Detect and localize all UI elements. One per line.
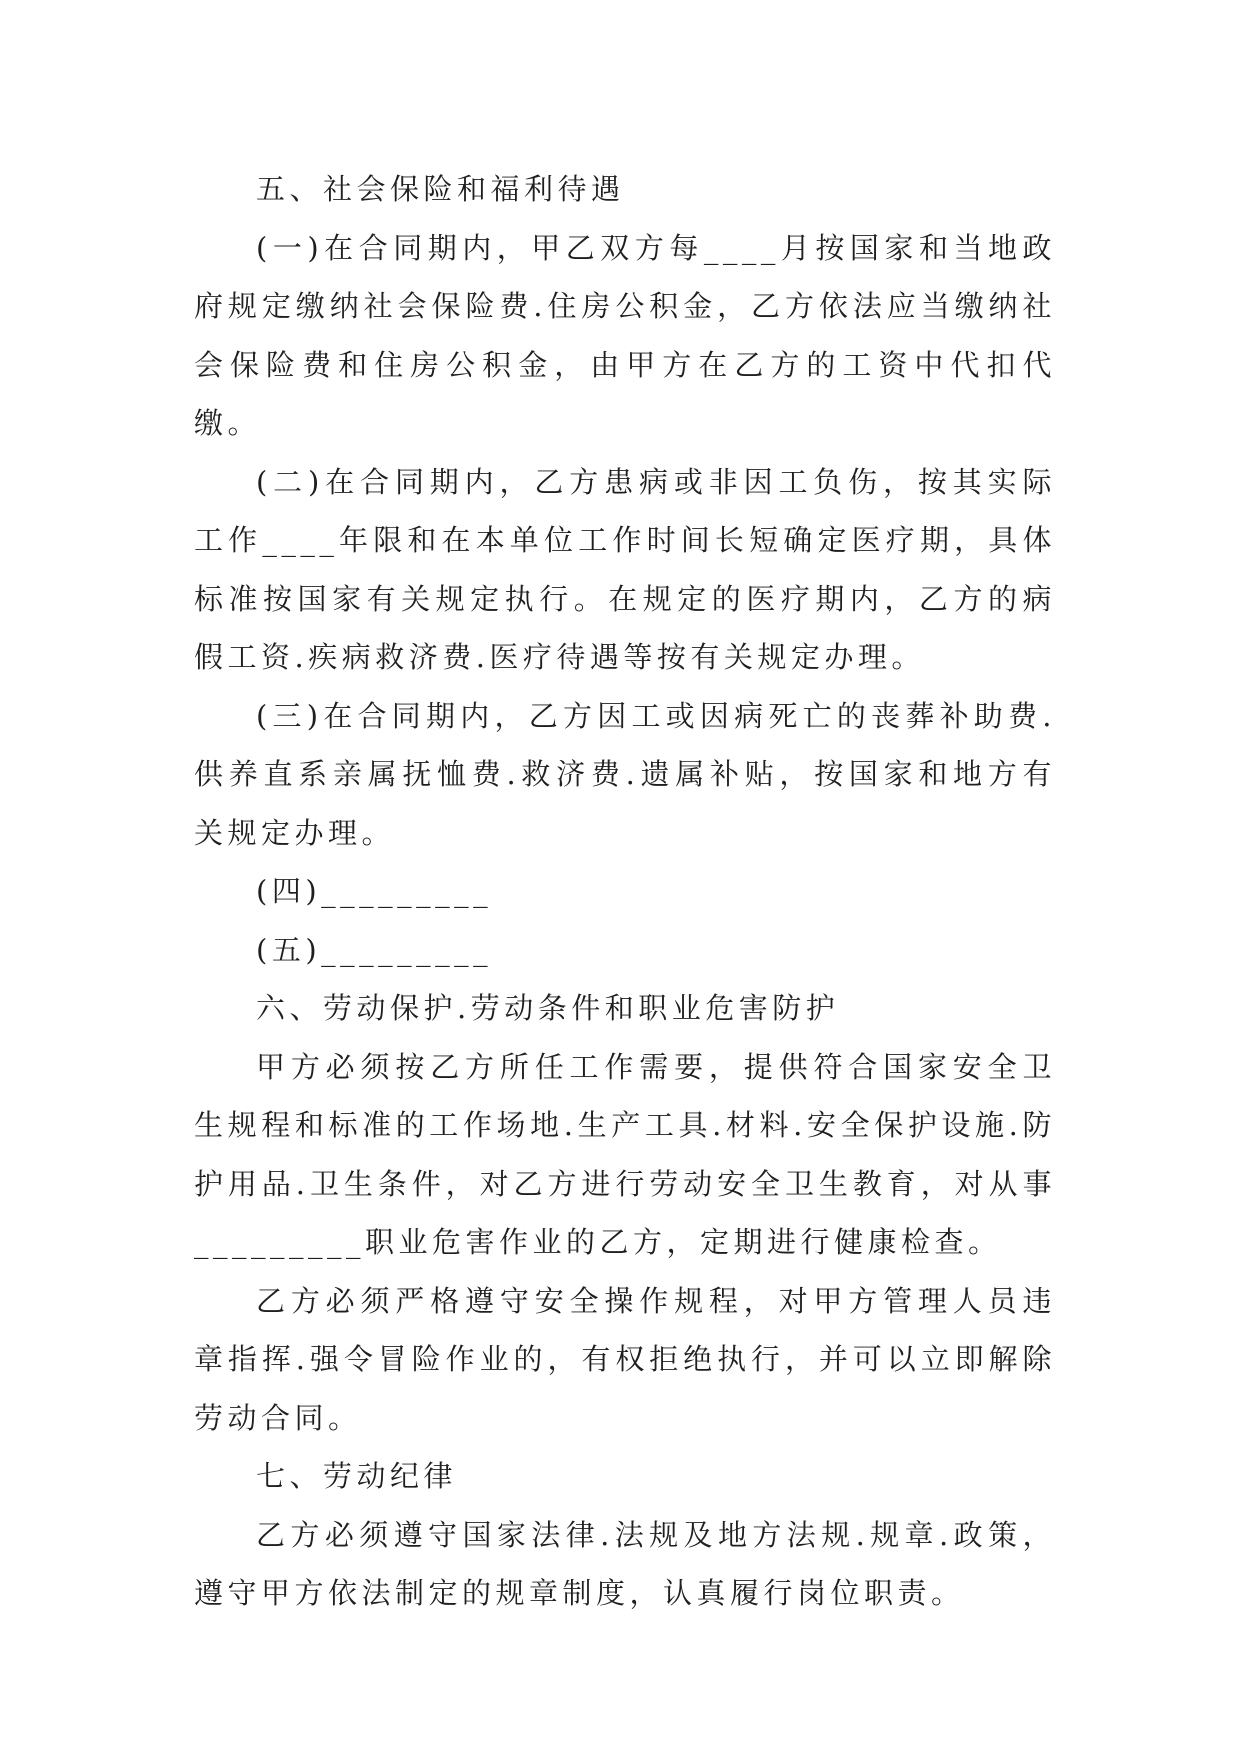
document-body [194, 160, 1056, 1623]
clause-4-blank: (四)_________ [256, 874, 493, 908]
paragraph-employee-safety-rights: 乙方必须严格遵守安全操作规程，对甲方管理人员违章指挥.强令冒险作业的，有权拒绝执行，并可以立即解除劳动合同。 [194, 1283, 1056, 1435]
clause-3-death-benefits: (三)在合同期内，乙方因工或因病死亡的丧葬补助费.供养直系亲属抚恤费.救济费.遗属补贴，按国家和地方有关规定办理。 [194, 698, 1056, 850]
section-heading-labor-protection: 六、劳动保护.劳动条件和职业危害防护 [256, 991, 840, 1025]
clause-5-blank: (五)_________ [256, 932, 493, 967]
section-heading-labor-discipline: 七、劳动纪律 [256, 1459, 458, 1493]
paragraph-employer-safety-duties: 甲方必须按乙方所任工作需要，提供符合国家安全卫生规程和标准的工作场地.生产工具.材料.安全保护设施.防护用品.卫生条件，对乙方进行劳动安全卫生教育，对从事_________职业危害作业的乙方，定期进行健康检查。 [194, 1049, 1056, 1259]
clause-1-social-insurance-payment: (一)在合同期内，甲乙双方每____月按国家和当地政府规定缴纳社会保险费.住房公积金，乙方依法应当缴纳社会保险费和住房公积金，由甲方在乙方的工资中代扣代缴。 [194, 230, 1056, 440]
paragraph-discipline-obligations: 乙方必须遵守国家法律.法规及地方法规.规章.政策，遵守甲方依法制定的规章制度，认真履行岗位职责。 [194, 1517, 1056, 1610]
section-heading-social-insurance: 五、社会保险和福利待遇 [256, 172, 625, 206]
clause-2-medical-period: (二)在合同期内，乙方患病或非因工负伤，按其实际工作____年限和在本单位工作时间长短确定医疗期，具体标准按国家有关规定执行。在规定的医疗期内，乙方的病假工资.疾病救济费.医疗待遇等按有关规定办理。 [194, 464, 1056, 674]
